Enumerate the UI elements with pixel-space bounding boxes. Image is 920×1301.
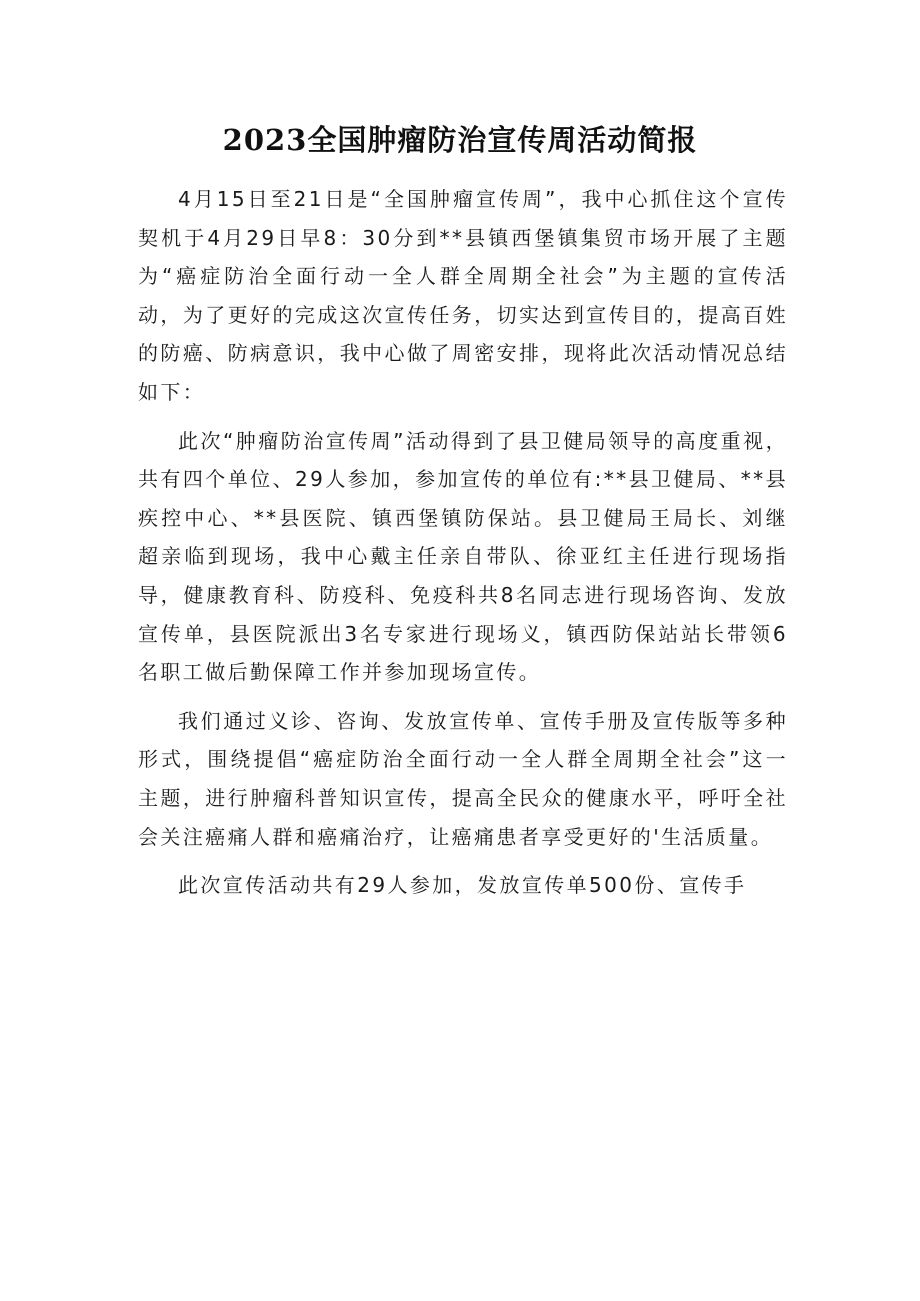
document-body [138, 180, 788, 915]
paragraph-activities: 我们通过义诊、咨询、发放宣传单、宣传手册及宣传版等多种形式，围绕提倡“癌症防治全面行动一全人群全周期全社会”这一主题，进行肿瘤科普知识宣传，提高全民众的健康水平，呼吁全社会关注癌痛人群和癌痛治疗，让癌痛患者享受更好的'生活质量。 [138, 708, 788, 849]
document-title: 2023全国肿瘤防治宣传周活动简报 [222, 123, 698, 157]
paragraph-summary: 此次宣传活动共有29人参加，发放宣传单500份、宣传手 [178, 873, 747, 898]
paragraph-participants: 此次“肿瘤防治宣传周”活动得到了县卫健局领导的高度重视，共有四个单位、29人参加，参加宣传的单位有:**县卫健局、**县疾控中心、**县医院、镇西堡镇防保站。县卫健局王局长、刘继超亲临到现场，我中心戴主任亲自带队、徐亚红主任进行现场指导，健康教育科、防疫科、免疫科共8名同志进行现场咨询、发放宣传单，县医院派出3名专家进行现场义，镇西防保站站长带领6名职工做后勤保障工作并参加现场宣传。 [138, 428, 788, 685]
paragraph-intro: 4月15日至21日是“全国肿瘤宣传周”，我中心抓住这个宣传契机于4月29日早8：30分到**县镇西堡镇集贸市场开展了主题为“癌症防治全面行动一全人群全周期全社会”为主题的宣传活动，为了更好的完成这次宣传任务，切实达到宣传目的，提高百姓的防癌、防病意识，我中心做了周密安排，现将此次活动情况总结如下： [138, 187, 788, 404]
